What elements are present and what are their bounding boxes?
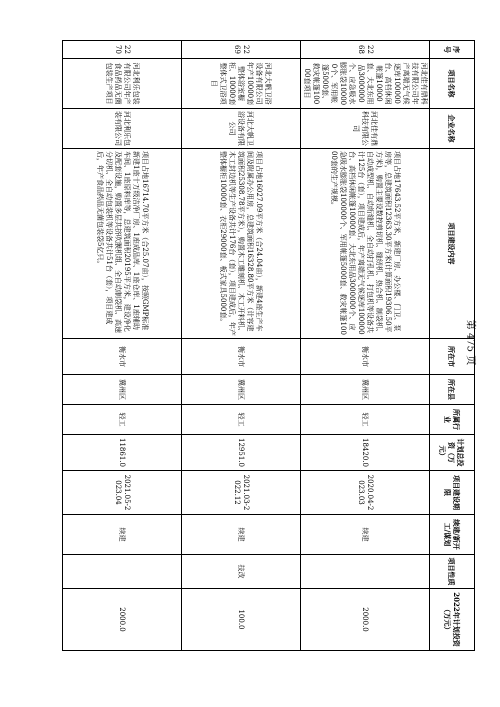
cell-plan2022: 100.0 (182, 589, 301, 651)
cell-industry: 轻工 (182, 405, 301, 435)
col-header-industry: 所属行业 (430, 405, 475, 435)
col-header-company: 企业名称 (430, 109, 475, 149)
cell-company: 河北佳有鼎科技有限公司 (301, 109, 430, 149)
cell-investment: 18420.0 (301, 435, 430, 471)
cell-investment: 11861.0 (63, 435, 182, 471)
cell-name: 河北利乐包装有限公司年产食品药品无菌包装生产项目 (63, 59, 182, 109)
rotated-page (25, 40, 475, 650)
cell-nature (63, 555, 182, 589)
col-header-nature: 项目性质 (430, 555, 475, 589)
table-row (301, 41, 430, 651)
cell-name: 河北大帆卫浴设备有限公司年产10000套整体浴室橱柜、10000套整体式卫浴项目 (182, 59, 301, 109)
cell-city: 衡水市 (301, 339, 430, 375)
cell-period: 2020.04-2023.03 (301, 471, 430, 515)
cell-no: 2270 (63, 41, 182, 59)
cell-county: 冀州区 (301, 375, 430, 405)
cell-county: 冀州区 (63, 375, 182, 405)
col-header-plan2022: 2022年计划投资（万元） (430, 589, 475, 651)
table-row (63, 41, 182, 651)
cell-industry: 轻工 (63, 405, 182, 435)
cell-period: 2021.03-2022.12 (182, 471, 301, 515)
cell-city: 衡水市 (182, 339, 301, 375)
col-header-investment: 计划总投资（万元） (430, 435, 475, 471)
project-table (62, 40, 475, 651)
col-header-city: 所在市 (430, 339, 475, 375)
col-header-stage: 续建/新开工/谋划 (430, 515, 475, 555)
cell-stage: 续建 (182, 515, 301, 555)
cell-stage: 续建 (63, 515, 182, 555)
cell-no: 2269 (182, 41, 301, 59)
page-number: 第 475 页 (464, 319, 476, 366)
cell-plan2022: 2000.0 (63, 589, 182, 651)
cell-industry: 轻工 (301, 405, 430, 435)
cell-county: 冀州区 (182, 375, 301, 405)
col-header-no: 序号 (430, 41, 475, 59)
col-header-name: 项目名称 (430, 59, 475, 109)
cell-company: 河北利乐包装有限公司 (63, 109, 182, 149)
cell-content: 项目占地16714.70平方米（合25.07亩），按照GMP标准新建1座十万级洁净厂房、1座成品库、1座仓库、1座辅助车间、1座原料库等，总建筑面积20195平方米，建设净化及配套设施，购置多层共挤吹膜机组、全自动制袋机、高速分切机、全自动包装机等设备共计51台（套），项目建成后，年产食品药品无菌包装袋5亿只。 (63, 149, 182, 339)
cell-period: 2021.05-2023.04 (63, 471, 182, 515)
cell-content: 项目占地17643.52平方米，新建厂房、办公楼、门卫、泵房等，总建筑面积12363.30平方米(计算面积19306.50平方米)，购置主要设数控剪切机、缝纫机、热合机、制袋机、自动成型机、自动绗缝机、全自动打孔机、打包机等设备共计125台（套），项目建成后，年产离端无气候逐库100000台、高档休闲帐篷10000套、大北东用品3000000个、应急吸水膨胀袋100000个、军用帐篷5000套、救灾帐篷10000套的生产规模。 (301, 149, 430, 339)
col-header-period: 项目建设期限 (430, 471, 475, 515)
cell-city: 衡水市 (63, 339, 182, 375)
col-header-county: 所在县 (430, 375, 475, 405)
cell-no: 2268 (301, 41, 430, 59)
col-header-content: 项目建设内容 (430, 149, 475, 339)
cell-name: 河北佳有鼎科技有限公司年产离端无气候逐库100000台、高档休闲帐篷10000套、大北东用品3000000个、应急吸水膨胀袋100000个、军用帐篷5000套、救灾帐篷10000套项目 (301, 59, 430, 109)
cell-nature (301, 555, 430, 589)
table-row (182, 41, 301, 651)
cell-company: 河北大帆卫浴设备有限公司 (182, 109, 301, 149)
cell-content: 项目占地16027.09平方米（合24.04亩），新建4座生产车间及附属办公用房，总建筑面积16328.80平方米（计容建筑面积25308.78平方米），购置木工雕刻机、木工开料机、木工封边机等生产设备共计176台（套），项目建成后，年产整体橱柜10000套、衣柜29000套、板式家具5000套。 (182, 149, 301, 339)
cell-investment: 12951.0 (182, 435, 301, 471)
cell-nature: 技改 (182, 555, 301, 589)
cell-plan2022: 2000.0 (301, 589, 430, 651)
cell-stage: 续建 (301, 515, 430, 555)
